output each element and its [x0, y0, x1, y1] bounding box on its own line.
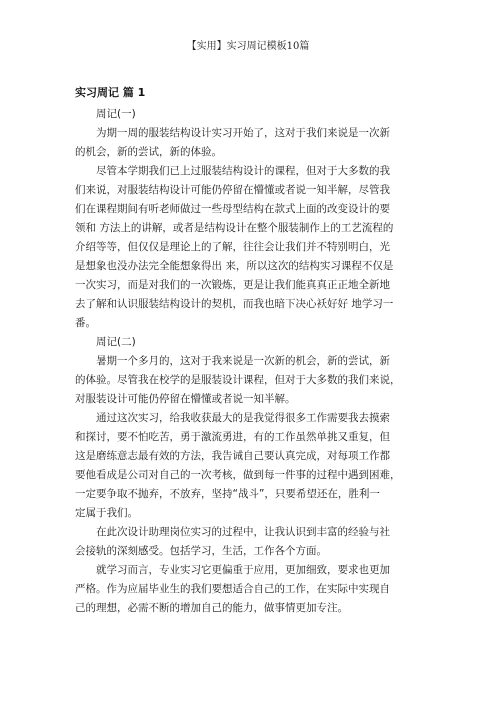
text-line: 们在课程期间有听老师做过一些母型结构在款式上面的改变设计的要 — [75, 203, 390, 215]
text-line: 领和 方法上的讲解，或者是结构设计在整个服装制作上的工艺流程的 — [75, 222, 394, 234]
text-line: 和探讨，要不怕吃苦，勇于激流勇进，有的工作虽然单挑又重复，但 — [75, 431, 390, 443]
text-line: 这是磨练意志最有效的方法，我告诫自己要认真完成，对每项工作都 — [75, 450, 390, 462]
document-title: 【实用】实习周记模板10篇 — [186, 41, 310, 52]
text-line: 的体验。尽管我在校学的是服装设计课程，但对于大多数的我们来说， — [75, 374, 401, 386]
text-line: 通过这次实习，给我收获最大的是我觉得很多工作需要我去摸索 — [96, 412, 390, 424]
text-line: 周记(二) — [96, 336, 136, 348]
section-heading: 实习周记 篇 1 — [75, 86, 146, 99]
text-line: 的机会，新的尝试，新的体验。 — [75, 146, 222, 158]
text-line: 是想象也没办法完全能想象得出 来，所以这次的结构实习课程不仅是 — [75, 260, 394, 272]
text-line: 在此次设计助理岗位实习的过程中，让我认识到丰富的经验与社 — [96, 526, 390, 538]
text-line: 为期一周的服装结构设计实习开始了，这对于我们来说是一次新 — [96, 127, 390, 139]
text-line: 尽管本学期我们已上过服装结构设计的课程，但对于大多数的我 — [96, 165, 390, 177]
text-line: 番。 — [75, 317, 96, 329]
text-line: 介绍等等，但仅仅是理论上的了解，往往会让我们并不特别明白，光 — [75, 241, 390, 253]
body-text — [75, 105, 423, 618]
text-line: 要他看成是公司对自己的一次考核，做到每一件事的过程中遇到困难， — [75, 469, 401, 481]
text-line: 周记(一) — [96, 108, 136, 120]
text-line: 们来说，对服装结构设计可能仍停留在懵懂或者说一知半解，尽管我 — [75, 184, 390, 196]
text-line: 去了解和认识服装结构设计的契机，而我也暗下决心袄好好 地学习一 — [75, 298, 394, 310]
text-line: 就学习而言，专业实习它更偏重于应用，更加细致，要求也更加 — [96, 564, 390, 576]
text-line: 一次实习，而是对我们的一次锻炼，更是让我们能真真正正地全新地 — [75, 279, 390, 291]
text-line: 一定要争取不抛弃，不放弃，坚持“战斗”，只要希望还在，胜利一 — [75, 488, 380, 500]
text-line: 严格。作为应届毕业生的我们要想适合自己的工作，在实际中实现自 — [75, 583, 390, 595]
text-line: 暑期一个多月的，这对于我来说是一次新的机会，新的尝试，新 — [96, 355, 390, 367]
text-line: 定属于我们。 — [75, 507, 138, 519]
text-line: 会接轨的深刻感受。包括学习，生活，工作各个方面。 — [75, 545, 327, 557]
text-line: 对服装设计可能仍停留在懵懂或者说一知半解。 — [75, 393, 296, 405]
text-line: 己的理想，必需不断的增加自己的能力，做事情更加专注。 — [75, 602, 348, 614]
